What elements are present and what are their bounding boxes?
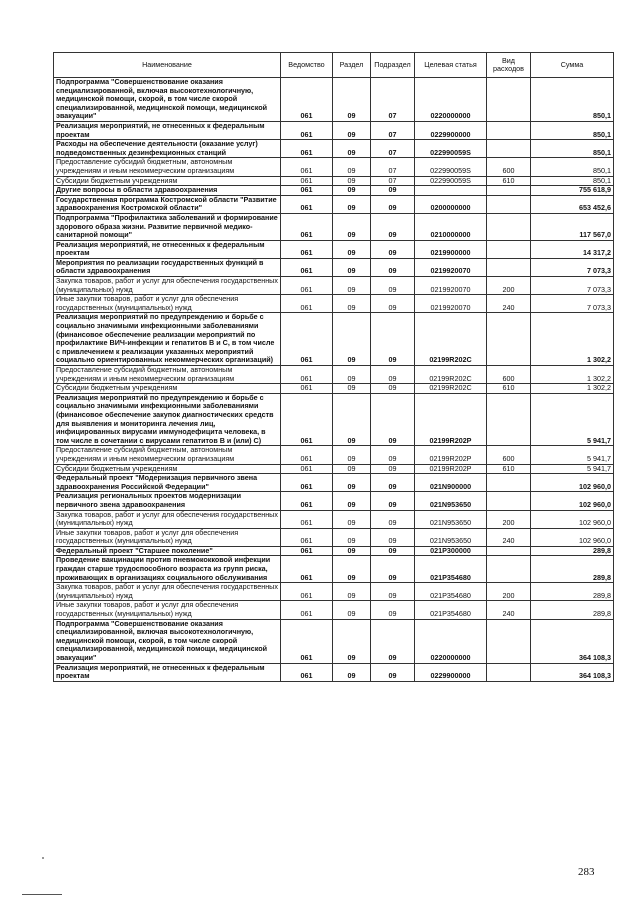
cell-target-article: 02199R202C: [415, 366, 487, 384]
cell-name: Субсидии бюджетным учреждениям: [54, 176, 281, 186]
cell-razdel: 09: [333, 546, 371, 556]
cell-expense-type: [487, 313, 531, 366]
cell-podrazdel: 09: [371, 663, 415, 681]
cell-sum: 1 302,2: [531, 313, 614, 366]
cell-target-article: 021P354680: [415, 601, 487, 619]
cell-expense-type: [487, 195, 531, 213]
cell-expense-type: 600: [487, 158, 531, 176]
cell-target-article: 022990059S: [415, 140, 487, 158]
cell-razdel: 09: [333, 313, 371, 366]
header-target-article: Целевая статья: [415, 53, 487, 78]
table-header-row: [54, 53, 614, 78]
cell-name: Предоставление субсидий бюджетным, автономным учреждениям и иным некоммерческим организациям: [54, 446, 281, 464]
cell-sum: 102 960,0: [531, 492, 614, 510]
cell-vedomstvo: 061: [281, 528, 333, 546]
cell-expense-type: 610: [487, 384, 531, 394]
cell-name: Предоставление субсидий бюджетным, автономным учреждениям и иным некоммерческим организациям: [54, 158, 281, 176]
cell-podrazdel: 07: [371, 78, 415, 122]
cell-name: Другие вопросы в области здравоохранения: [54, 186, 281, 196]
cell-name: Закупка товаров, работ и услуг для обеспечения государственных (муниципальных) нужд: [54, 583, 281, 601]
cell-vedomstvo: 061: [281, 446, 333, 464]
cell-target-article: 0229900000: [415, 663, 487, 681]
footer-rule: [22, 894, 62, 895]
cell-expense-type: [487, 78, 531, 122]
cell-expense-type: [487, 393, 531, 446]
cell-sum: 364 108,3: [531, 663, 614, 681]
cell-expense-type: [487, 546, 531, 556]
cell-target-article: 021N953650: [415, 528, 487, 546]
cell-expense-type: [487, 492, 531, 510]
cell-sum: 102 960,0: [531, 510, 614, 528]
table-row: [54, 583, 614, 601]
table-row: [54, 464, 614, 474]
table-row: [54, 176, 614, 186]
scan-mark: [42, 857, 44, 859]
cell-expense-type: [487, 474, 531, 492]
cell-razdel: 09: [333, 492, 371, 510]
cell-vedomstvo: 061: [281, 510, 333, 528]
cell-podrazdel: 09: [371, 240, 415, 258]
cell-razdel: 09: [333, 446, 371, 464]
cell-razdel: 09: [333, 393, 371, 446]
budget-table: [53, 52, 614, 682]
cell-name: Мероприятия по реализации государственных функций в области здравоохранения: [54, 258, 281, 276]
cell-target-article: 0200000000: [415, 195, 487, 213]
cell-target-article: 02199R202C: [415, 313, 487, 366]
cell-sum: 850,1: [531, 158, 614, 176]
cell-name: Реализация мероприятий, не отнесенных к федеральным проектам: [54, 240, 281, 258]
cell-sum: 289,8: [531, 583, 614, 601]
cell-razdel: 09: [333, 295, 371, 313]
cell-target-article: 02199R202P: [415, 464, 487, 474]
cell-podrazdel: 09: [371, 583, 415, 601]
cell-vedomstvo: 061: [281, 492, 333, 510]
cell-target-article: 0210000000: [415, 213, 487, 240]
cell-podrazdel: 09: [371, 464, 415, 474]
cell-vedomstvo: 061: [281, 474, 333, 492]
cell-vedomstvo: 061: [281, 583, 333, 601]
table-row: [54, 295, 614, 313]
cell-podrazdel: 09: [371, 195, 415, 213]
cell-razdel: 09: [333, 384, 371, 394]
cell-expense-type: [487, 186, 531, 196]
cell-sum: 7 073,3: [531, 258, 614, 276]
cell-expense-type: 200: [487, 277, 531, 295]
cell-target-article: 021P354680: [415, 583, 487, 601]
cell-sum: 289,8: [531, 546, 614, 556]
page-number: 283: [578, 866, 595, 878]
cell-expense-type: 610: [487, 176, 531, 186]
cell-target-article: 021N900000: [415, 474, 487, 492]
cell-expense-type: 240: [487, 528, 531, 546]
table-row: [54, 140, 614, 158]
cell-podrazdel: 09: [371, 366, 415, 384]
cell-sum: 1 302,2: [531, 366, 614, 384]
header-expense-type: Вид расходов: [487, 53, 531, 78]
cell-sum: 5 941,7: [531, 446, 614, 464]
cell-expense-type: [487, 213, 531, 240]
cell-expense-type: [487, 140, 531, 158]
table-row: [54, 601, 614, 619]
cell-name: Реализация мероприятий, не отнесенных к федеральным проектам: [54, 663, 281, 681]
table-row: [54, 78, 614, 122]
cell-vedomstvo: 061: [281, 384, 333, 394]
cell-name: Предоставление субсидий бюджетным, автономным учреждениям и иным некоммерческим организациям: [54, 366, 281, 384]
table-row: [54, 186, 614, 196]
cell-razdel: 09: [333, 258, 371, 276]
table-row: [54, 277, 614, 295]
cell-vedomstvo: 061: [281, 546, 333, 556]
table-row: [54, 492, 614, 510]
cell-vedomstvo: 061: [281, 277, 333, 295]
cell-target-article: 022990059S: [415, 158, 487, 176]
cell-razdel: 09: [333, 195, 371, 213]
cell-expense-type: 200: [487, 510, 531, 528]
cell-razdel: 09: [333, 140, 371, 158]
cell-podrazdel: 09: [371, 446, 415, 464]
cell-vedomstvo: 061: [281, 195, 333, 213]
cell-expense-type: [487, 663, 531, 681]
table-row: [54, 258, 614, 276]
table-row: [54, 663, 614, 681]
cell-target-article: 021P354680: [415, 556, 487, 583]
cell-razdel: 09: [333, 601, 371, 619]
cell-razdel: 09: [333, 277, 371, 295]
cell-vedomstvo: 061: [281, 258, 333, 276]
cell-target-article: 02199R202P: [415, 393, 487, 446]
cell-target-article: 02199R202P: [415, 446, 487, 464]
cell-name: Подпрограмма "Совершенствование оказания специализированной, включая высокотехнологичную, медицинской помощи, скорой, в том числе скорой специализированной, медицинской помощи, медицинской эвакуации": [54, 619, 281, 663]
cell-podrazdel: 09: [371, 510, 415, 528]
cell-sum: 117 567,0: [531, 213, 614, 240]
cell-target-article: 0219900000: [415, 240, 487, 258]
table-row: [54, 213, 614, 240]
cell-sum: 850,1: [531, 140, 614, 158]
cell-podrazdel: 09: [371, 528, 415, 546]
cell-sum: 7 073,3: [531, 277, 614, 295]
cell-podrazdel: 09: [371, 556, 415, 583]
cell-podrazdel: 07: [371, 121, 415, 139]
table-row: [54, 384, 614, 394]
table-row: [54, 121, 614, 139]
cell-sum: 850,1: [531, 176, 614, 186]
header-name: Наименование: [54, 53, 281, 78]
cell-vedomstvo: 061: [281, 240, 333, 258]
cell-razdel: 09: [333, 213, 371, 240]
cell-sum: 289,8: [531, 601, 614, 619]
cell-name: Иные закупки товаров, работ и услуг для обеспечения государственных (муниципальных) нужд: [54, 295, 281, 313]
table-row: [54, 546, 614, 556]
cell-name: Закупка товаров, работ и услуг для обеспечения государственных (муниципальных) нужд: [54, 510, 281, 528]
cell-expense-type: 600: [487, 366, 531, 384]
cell-vedomstvo: 061: [281, 663, 333, 681]
cell-vedomstvo: 061: [281, 213, 333, 240]
cell-vedomstvo: 061: [281, 176, 333, 186]
cell-expense-type: [487, 121, 531, 139]
table-row: [54, 195, 614, 213]
cell-target-article: 02199R202C: [415, 384, 487, 394]
cell-expense-type: 200: [487, 583, 531, 601]
table-row: [54, 510, 614, 528]
cell-vedomstvo: 061: [281, 393, 333, 446]
cell-name: Проведение вакцинации против пневмококковой инфекции граждан старше трудоспособного возраста из групп риска, проживающих в организациях социального обслуживания: [54, 556, 281, 583]
cell-expense-type: 600: [487, 446, 531, 464]
cell-vedomstvo: 061: [281, 295, 333, 313]
cell-vedomstvo: 061: [281, 619, 333, 663]
cell-podrazdel: 07: [371, 140, 415, 158]
table-row: [54, 366, 614, 384]
cell-name: Федеральный проект "Старшее поколение": [54, 546, 281, 556]
cell-target-article: [415, 186, 487, 196]
cell-target-article: 0219920070: [415, 258, 487, 276]
cell-vedomstvo: 061: [281, 601, 333, 619]
cell-sum: 364 108,3: [531, 619, 614, 663]
cell-razdel: 09: [333, 663, 371, 681]
cell-sum: 850,1: [531, 121, 614, 139]
table-row: [54, 158, 614, 176]
cell-vedomstvo: 061: [281, 366, 333, 384]
cell-expense-type: 240: [487, 601, 531, 619]
cell-podrazdel: 07: [371, 158, 415, 176]
cell-razdel: 09: [333, 366, 371, 384]
cell-podrazdel: 09: [371, 492, 415, 510]
cell-target-article: 022990059S: [415, 176, 487, 186]
cell-name: Закупка товаров, работ и услуг для обеспечения государственных (муниципальных) нужд: [54, 277, 281, 295]
cell-target-article: 021P300000: [415, 546, 487, 556]
cell-name: Подпрограмма "Совершенствование оказания специализированной, включая высокотехнологичную, медицинской помощи, скорой, в том числе скорой специализированной, медицинской помощи, медицинской эвакуации": [54, 78, 281, 122]
cell-sum: 102 960,0: [531, 474, 614, 492]
cell-podrazdel: 09: [371, 619, 415, 663]
cell-name: Подпрограмма "Профилактика заболеваний и формирование здорового образа жизни. Развитие первичной медико-санитарной помощи": [54, 213, 281, 240]
cell-podrazdel: 09: [371, 546, 415, 556]
cell-vedomstvo: 061: [281, 313, 333, 366]
cell-razdel: 09: [333, 78, 371, 122]
cell-podrazdel: 09: [371, 393, 415, 446]
cell-vedomstvo: 061: [281, 78, 333, 122]
cell-name: Реализация мероприятий по предупреждению и борьбе с социально значимыми инфекционными заболеваниями (финансовое обеспечение закупок диагностических средств для выявления и мониторинга лечения лиц, инфицированных вирусами иммунодефицита человека, в том числе в сочетании с вирусами гепатитов В и (или) С): [54, 393, 281, 446]
cell-target-article: 0220000000: [415, 78, 487, 122]
cell-sum: 289,8: [531, 556, 614, 583]
cell-vedomstvo: 061: [281, 158, 333, 176]
cell-sum: 102 960,0: [531, 528, 614, 546]
cell-name: Субсидии бюджетным учреждениям: [54, 384, 281, 394]
cell-vedomstvo: 061: [281, 121, 333, 139]
cell-razdel: 09: [333, 583, 371, 601]
cell-name: Государственная программа Костромской области "Развитие здравоохранения Костромской области": [54, 195, 281, 213]
table-row: [54, 393, 614, 446]
table-row: [54, 474, 614, 492]
cell-name: Реализация мероприятий, не отнесенных к федеральным проектам: [54, 121, 281, 139]
cell-target-article: 021N953650: [415, 492, 487, 510]
cell-expense-type: 240: [487, 295, 531, 313]
cell-expense-type: 610: [487, 464, 531, 474]
cell-sum: 14 317,2: [531, 240, 614, 258]
cell-razdel: 09: [333, 528, 371, 546]
table-row: [54, 528, 614, 546]
cell-razdel: 09: [333, 556, 371, 583]
table-row: [54, 619, 614, 663]
cell-razdel: 09: [333, 121, 371, 139]
cell-name: Расходы на обеспечение деятельности (оказание услуг) подведомственных дезинфекционных станций: [54, 140, 281, 158]
cell-name: Реализация региональных проектов модернизации первичного звена здравоохранения: [54, 492, 281, 510]
cell-razdel: 09: [333, 619, 371, 663]
cell-podrazdel: 09: [371, 313, 415, 366]
cell-podrazdel: 09: [371, 295, 415, 313]
header-vedomstvo: Ведомство: [281, 53, 333, 78]
cell-vedomstvo: 061: [281, 464, 333, 474]
cell-podrazdel: 09: [371, 474, 415, 492]
cell-name: Иные закупки товаров, работ и услуг для обеспечения государственных (муниципальных) нужд: [54, 528, 281, 546]
table-row: [54, 313, 614, 366]
cell-target-article: 0219920070: [415, 277, 487, 295]
cell-target-article: 021N953650: [415, 510, 487, 528]
cell-sum: 5 941,7: [531, 464, 614, 474]
cell-name: Иные закупки товаров, работ и услуг для обеспечения государственных (муниципальных) нужд: [54, 601, 281, 619]
table-row: [54, 446, 614, 464]
cell-target-article: 0219920070: [415, 295, 487, 313]
cell-razdel: 09: [333, 240, 371, 258]
cell-sum: 1 302,2: [531, 384, 614, 394]
cell-podrazdel: 09: [371, 384, 415, 394]
cell-name: Субсидии бюджетным учреждениям: [54, 464, 281, 474]
cell-target-article: 0229900000: [415, 121, 487, 139]
cell-expense-type: [487, 619, 531, 663]
cell-vedomstvo: 061: [281, 186, 333, 196]
cell-sum: 5 941,7: [531, 393, 614, 446]
cell-target-article: 0220000000: [415, 619, 487, 663]
cell-razdel: 09: [333, 176, 371, 186]
table-row: [54, 240, 614, 258]
cell-expense-type: [487, 240, 531, 258]
cell-razdel: 09: [333, 158, 371, 176]
cell-podrazdel: 09: [371, 186, 415, 196]
header-razdel: Раздел: [333, 53, 371, 78]
cell-vedomstvo: 061: [281, 556, 333, 583]
cell-podrazdel: 09: [371, 258, 415, 276]
table-body: [54, 78, 614, 682]
cell-podrazdel: 09: [371, 277, 415, 295]
table-row: [54, 556, 614, 583]
cell-sum: 850,1: [531, 78, 614, 122]
cell-podrazdel: 09: [371, 213, 415, 240]
cell-razdel: 09: [333, 474, 371, 492]
cell-name: Федеральный проект "Модернизация первичного звена здравоохранения Российской Федерации": [54, 474, 281, 492]
cell-sum: 7 073,3: [531, 295, 614, 313]
cell-podrazdel: 09: [371, 601, 415, 619]
cell-sum: 755 618,9: [531, 186, 614, 196]
header-podrazdel: Подраздел: [371, 53, 415, 78]
cell-expense-type: [487, 258, 531, 276]
cell-name: Реализация мероприятий по предупреждению и борьбе с социально значимыми инфекционными заболеваниями (финансовое обеспечение реализации мероприятий по профилактике ВИЧ-инфекции и гепатитов В и С, в том числе с привлечением к реализации указанных мероприятий социально ориентированных некоммерческих организаций): [54, 313, 281, 366]
cell-sum: 653 452,6: [531, 195, 614, 213]
header-sum: Сумма: [531, 53, 614, 78]
cell-razdel: 09: [333, 464, 371, 474]
cell-razdel: 09: [333, 510, 371, 528]
cell-expense-type: [487, 556, 531, 583]
cell-podrazdel: 07: [371, 176, 415, 186]
cell-vedomstvo: 061: [281, 140, 333, 158]
cell-razdel: 09: [333, 186, 371, 196]
